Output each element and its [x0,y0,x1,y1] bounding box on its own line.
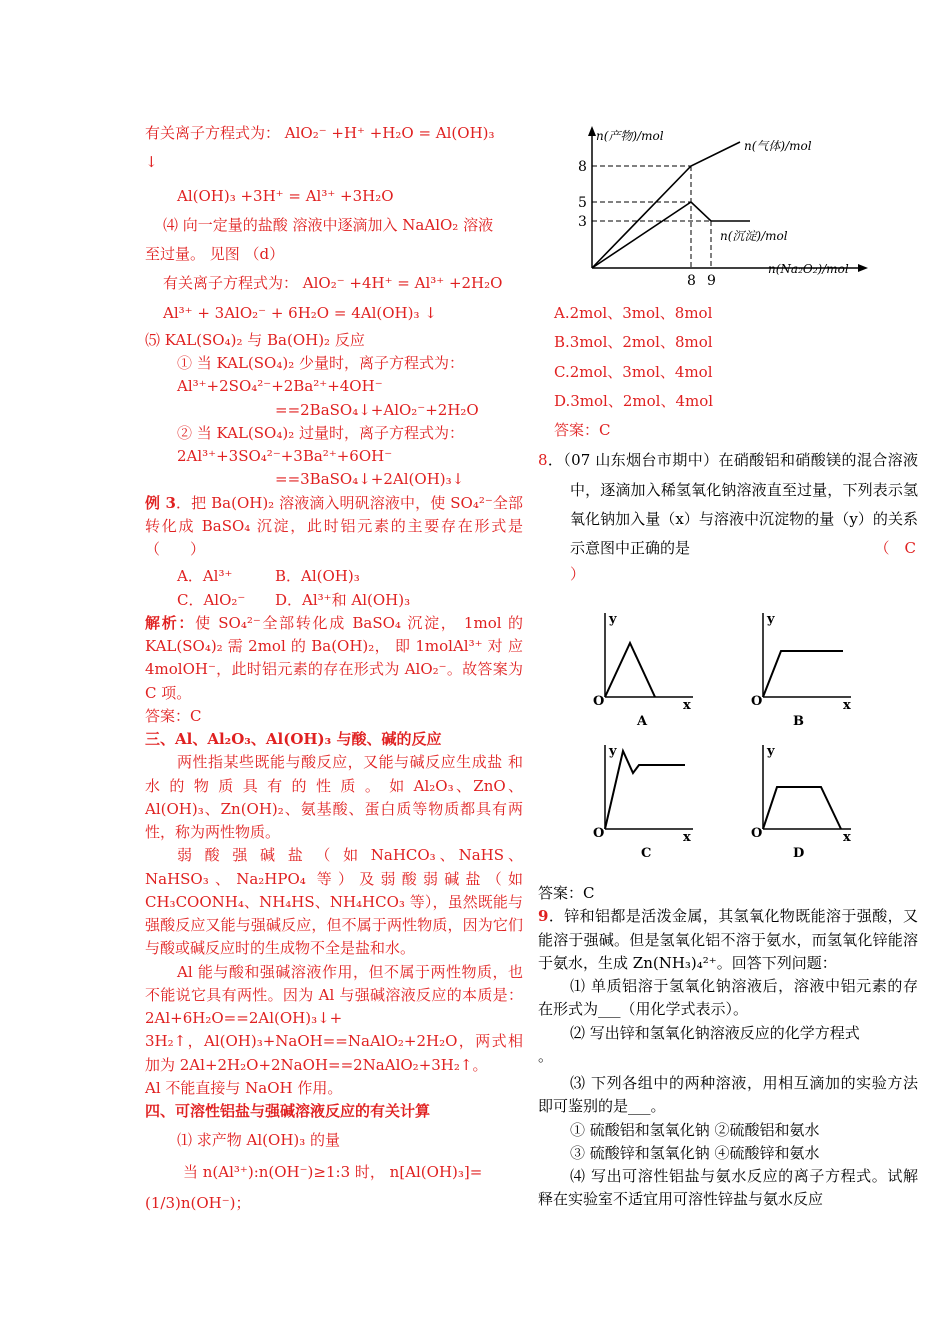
x-tick: 8 [687,273,696,289]
choice-graphs [585,605,870,867]
y-label: y [609,612,617,627]
option-b: B.3mol、2mol、8mol [554,333,713,352]
y-label: y [767,612,775,627]
analysis [145,612,523,705]
x-axis-label: n(Na₂O₂)/mol [768,262,849,276]
graph-a [593,612,693,729]
y-label: y [767,744,775,759]
question-answer: （ C [874,539,917,557]
origin-label: O [593,694,605,709]
question-number: 9 [538,907,549,926]
text-line: ⑴ 求产物 Al(OH)₃ 的量 [177,1131,341,1150]
option-a: A.2mol、3mol、8mol [554,304,713,322]
origin-label: O [751,694,763,709]
equation-line: 有关离子方程式为： AlO₂⁻ +4H⁺ = Al³⁺ +2H₂O [163,274,503,293]
example-text: ．把 Ba(OH)₂ 溶液滴入明矾溶液中，使 SO₄²⁻全部转化成 BaSO₄ 沉淀，此时铝元素的主要存在形式是（ ） [145,493,523,558]
option-c: C．AlO₂⁻ [177,590,246,609]
paragraph: 弱 酸 强 碱 盐 （ 如 NaHCO₃、NaHS、NaHSO₃、Na₂HPO₄ 等）及弱酸弱碱盐（如 CH₃COONH₄、NH₄HS、NH₄HCO₃ 等），虽然既能与强酸反应又能与强碱反应，但不属于两性物质，因为它们与酸或碱反应时的生成物不全是盐和水。 [145,846,523,958]
question-text: ．锌和铝都是活泼金属，其氢氧化物既能溶于强酸，又能溶于强碱。但是氢氧化铝不溶于氨水，而氢氧化锌能溶于氨水，生成 Zn(NH₃)₄²⁺。回答下列问题： [538,907,918,972]
graph-b-curve [763,651,843,697]
equation-line: Al³⁺ + 3AlO₂⁻ + 6H₂O = 4Al(OH)₃ ↓ [163,303,437,322]
question-9-2-end: 。 [538,1046,554,1065]
answer-8: 答案：C [538,884,595,902]
answer: 答案：C [145,706,202,725]
x-axis-arrow [858,264,868,272]
question-9-4: ⑷ 写出可溶性铝盐与氨水反应的离子方程式。试解释在实验室不适宜用可溶性锌盐与氨水反应 [538,1167,918,1209]
right-column-lower [538,882,918,1212]
precipitate-label: n(沉淀)/mol [720,229,788,243]
options-row [145,589,523,612]
options-row [145,565,523,588]
question-text: ．（07 山东烟台市期中）在硝酸铝和硝酸镁的混合溶液中，逐滴加入稀氢氧化钠溶液直至过量，下列表示氢氧化钠加入量（x）与溶液中沉淀物的量（y）的关系示意图中正确的是 [547,451,918,557]
y-axis-label: n(产物)/mol [596,129,664,143]
gas-line [592,142,740,268]
y-label: y [609,744,617,759]
graph-label: B [793,714,804,729]
right-column [538,302,918,587]
text-line: ⑷ 向一定量的盐酸 溶液中逐滴加入 NaAlO₂ 溶液 [163,215,494,234]
text-line: ⑸ KAL(SO₄)₂ 与 Ba(OH)₂ 反应 [145,330,365,349]
option-a: A．Al³⁺ [177,567,233,586]
origin-label: O [593,826,605,841]
y-tick: 5 [578,195,587,211]
equation-line: 2Al³⁺+3SO₄²⁻+3Ba²⁺+6OH⁻ [177,447,393,465]
graph-label: A [637,714,648,729]
text-line: ② 当 KAL(SO₄)₂ 过量时，离子方程式为： [177,423,465,442]
paragraph: Al 不能直接与 NaOH 作用。 [145,1078,343,1097]
graph-label: D [793,846,805,861]
question-9 [538,905,918,975]
x-label: x [843,698,851,713]
x-label: x [683,698,691,713]
question-9-3: ⑶ 下列各组中的两种溶液，用相互滴加的实验方法即可鉴别的是___。 [538,1074,918,1116]
question-9-3-options: ① 硫酸铝和氢氧化钠 ②硫酸铝和氨水 [570,1120,820,1139]
text-line: (1/3)n(OH⁻)； [145,1193,251,1212]
question-9-3-options: ③ 硫酸锌和氢氧化钠 ④硫酸锌和氨水 [570,1143,820,1162]
paragraph: 两性指某些既能与酸反应，又能与碱反应生成盐 和 水 的 物 质 具 有 的 性 质 。 如 Al₂O₃、ZnO、Al(OH)₃、Zn(OH)₂、氨基酸、蛋白质等物质都具有两性，称为两性物质。 [145,753,523,841]
x-label: x [683,830,691,845]
graph-d-curve [763,787,841,829]
example-label: 例 3 [145,493,176,512]
question-9-1: ⑴ 单质铝溶于氢氧化钠溶液后，溶液中铝元素的存在形式为___（用化学式表示）。 [538,977,918,1019]
text-line: 至过量。 见图 （d） [145,245,285,263]
analysis-text: 使 SO₄²⁻全部转化成 BaSO₄ 沉淀， 1mol 的 KAL(SO₄)₂ 需 2mol 的 Ba(OH)₂， 即 1molAl³⁺ 对 应 4molOH⁻，此时铝元素的存在形式为 AlO₂⁻。故答案为 C 项。 [145,613,523,702]
question-number: 8 [538,451,548,470]
question-8 [538,446,918,563]
question-8-close: ） [570,565,586,584]
y-tick: 8 [578,159,587,175]
option-b: B．Al(OH)₃ [275,567,360,586]
question-9-2: ⑵ 写出锌和氢氧化钠溶液反应的化学方程式 [570,1023,860,1042]
graph-d [751,744,851,861]
paragraph: 3H₂↑，Al(OH)₃+NaOH==NaAlO₂+2H₂O，两式相加为 2Al+2H₂O+2NaOH==2NaAlO₂+3H₂↑。 [145,1032,523,1074]
product-amount-graph [560,122,880,292]
section-3-title: 三、Al、Al₂O₃、Al(OH)₃ 与酸、碱的反应 [145,730,442,748]
option-c: C.2mol、3mol、4mol [554,362,713,381]
equation-line: Al(OH)₃ +3H⁺ = Al³⁺ +3H₂O [177,186,394,205]
text-line: ① 当 KAL(SO₄)₂ 少量时，离子方程式为： [177,354,465,372]
equation-line: ↓ [145,153,158,172]
equation-line: ==2BaSO₄↓+AlO₂⁻+2H₂O [275,400,479,419]
graph-b [751,612,851,729]
analysis-label: 解析： [145,613,196,632]
text-line: 当 n(Al³⁺):n(OH⁻)≥1:3 时， n[Al(OH)₃]= [183,1162,483,1181]
origin-label: O [751,826,763,841]
equation-line: ==3BaSO₄↓+2Al(OH)₃↓ [275,470,465,489]
graph-a-curve [605,643,655,697]
equation-line: Al³⁺+2SO₄²⁻+2Ba²⁺+4OH⁻ [177,377,383,396]
answer-7: 答案：C [554,421,611,439]
graph-label: C [641,846,652,861]
gas-label: n(气体)/mol [744,139,812,153]
equation-line: 有关离子方程式为： AlO₂⁻ +H⁺ +H₂O = Al(OH)₃ [145,124,495,142]
y-axis-arrow [588,126,596,136]
section-4-title: 四、可溶性铝盐与强碱溶液反应的有关计算 [145,1102,431,1120]
paragraph: Al 能与酸和强碱溶液作用，但不属于两性物质，也不能说它具有两性。因为 Al 与强碱溶液反应的本质是：2Al+6H₂O==2Al(OH)₃↓+ [145,962,523,1027]
option-d: D.3mol、2mol、4mol [554,391,714,410]
graph-c [593,744,693,861]
x-tick: 9 [707,273,716,289]
y-tick: 3 [578,214,587,230]
x-label: x [843,830,851,845]
left-column [145,122,523,1215]
graph-c-curve [605,751,685,829]
example-3 [145,492,523,562]
option-d: D．Al³⁺和 Al(OH)₃ [275,590,411,609]
